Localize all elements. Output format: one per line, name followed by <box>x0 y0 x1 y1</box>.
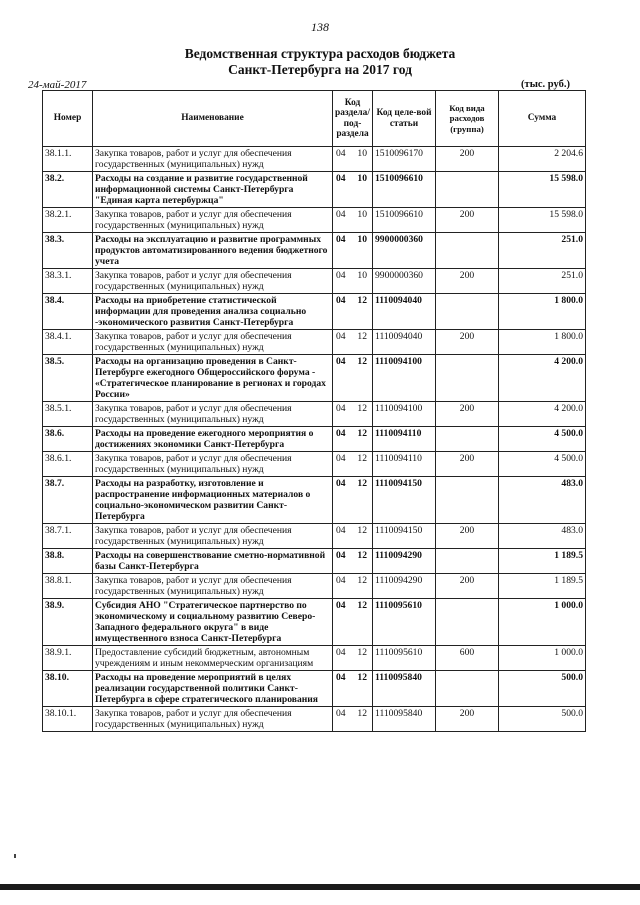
subsection-code: 12 <box>357 428 367 439</box>
header-target: Код целе-вой статьи <box>373 91 436 147</box>
row-number: 38.5. <box>43 355 93 402</box>
row-sum: 500.0 <box>499 707 586 732</box>
row-sum: 15 598.0 <box>499 208 586 233</box>
row-number: 38.10.1. <box>43 707 93 732</box>
row-name: Закупка товаров, работ и услуг для обеспечения государственных (муниципальных) нужд <box>93 269 333 294</box>
row-target-code: 1110095610 <box>373 599 436 646</box>
subsection-code: 10 <box>357 173 367 184</box>
table-row <box>43 574 586 599</box>
row-section-code <box>333 294 373 330</box>
row-section-code <box>333 330 373 355</box>
section-code: 04 <box>336 148 346 159</box>
budget-table <box>42 90 586 732</box>
subsection-code: 12 <box>357 295 367 306</box>
header-name: Наименование <box>93 91 333 147</box>
subsection-code: 12 <box>357 600 367 611</box>
row-group-code: 200 <box>436 208 499 233</box>
table-header-row <box>43 91 586 147</box>
row-name: Закупка товаров, работ и услуг для обеспечения государственных (муниципальных) нужд <box>93 707 333 732</box>
row-group-code <box>436 355 499 402</box>
row-target-code: 1110094040 <box>373 330 436 355</box>
table-row <box>43 172 586 208</box>
row-target-code: 1110095610 <box>373 646 436 671</box>
row-name: Субсидия АНО "Стратегическое партнерство по экономическому и социальному развитию Северо-Западного федерального округа" в виде имущественного взноса Санкт-Петербурга <box>93 599 333 646</box>
row-number: 38.6. <box>43 427 93 452</box>
row-target-code: 1110095840 <box>373 707 436 732</box>
row-number: 38.2. <box>43 172 93 208</box>
table-row <box>43 599 586 646</box>
row-target-code: 1110094110 <box>373 452 436 477</box>
subsection-code: 12 <box>357 453 367 464</box>
title-line-2: Санкт-Петербурга на 2017 год <box>228 62 412 77</box>
row-group-code <box>436 427 499 452</box>
row-section-code <box>333 671 373 707</box>
subsection-code: 10 <box>357 148 367 159</box>
row-number: 38.9. <box>43 599 93 646</box>
row-section-code <box>333 599 373 646</box>
table-row <box>43 524 586 549</box>
row-group-code <box>436 671 499 707</box>
table-row <box>43 452 586 477</box>
row-group-code <box>436 233 499 269</box>
table-row <box>43 477 586 524</box>
subsection-code: 12 <box>357 575 367 586</box>
table-row <box>43 671 586 707</box>
row-group-code: 200 <box>436 147 499 172</box>
row-number: 38.3. <box>43 233 93 269</box>
table-body <box>43 147 586 732</box>
document-date: 24-май-2017 <box>28 79 87 91</box>
row-group-code: 200 <box>436 574 499 599</box>
row-name: Закупка товаров, работ и услуг для обеспечения государственных (муниципальных) нужд <box>93 402 333 427</box>
row-section-code <box>333 172 373 208</box>
row-number: 38.6.1. <box>43 452 93 477</box>
subsection-code: 12 <box>357 403 367 414</box>
subsection-code: 12 <box>357 331 367 342</box>
page-title <box>0 46 640 78</box>
table-row <box>43 233 586 269</box>
row-sum: 500.0 <box>499 671 586 707</box>
row-name: Закупка товаров, работ и услуг для обеспечения государственных (муниципальных) нужд <box>93 208 333 233</box>
row-name: Закупка товаров, работ и услуг для обеспечения государственных (муниципальных) нужд <box>93 524 333 549</box>
row-sum: 1 000.0 <box>499 646 586 671</box>
section-code: 04 <box>336 209 346 220</box>
row-section-code <box>333 574 373 599</box>
section-code: 04 <box>336 234 346 245</box>
row-group-code: 200 <box>436 524 499 549</box>
row-name: Расходы на разработку, изготовление и распространение информационных материалов о социально-экономическом развитии Санкт-Петербурга <box>93 477 333 524</box>
row-name: Предоставление субсидий бюджетным, автономным учреждениям и иным некоммерческим организациям <box>93 646 333 671</box>
section-code: 04 <box>336 295 346 306</box>
row-name: Расходы на приобретение статистической информации для проведения анализа социально -экономического развития Санкт-Петербурга <box>93 294 333 330</box>
header-number: Номер <box>43 91 93 147</box>
row-sum: 483.0 <box>499 477 586 524</box>
section-code: 04 <box>336 403 346 414</box>
section-code: 04 <box>336 428 346 439</box>
subsection-code: 10 <box>357 209 367 220</box>
title-line-1: Ведомственная структура расходов бюджета <box>184 46 456 61</box>
row-number: 38.2.1. <box>43 208 93 233</box>
section-code: 04 <box>336 708 346 719</box>
row-number: 38.1.1. <box>43 147 93 172</box>
section-code: 04 <box>336 453 346 464</box>
row-section-code <box>333 208 373 233</box>
row-section-code <box>333 402 373 427</box>
page-number: 138 <box>311 20 329 34</box>
subsection-code: 10 <box>357 270 367 281</box>
section-code: 04 <box>336 575 346 586</box>
header-sum: Сумма <box>499 91 586 147</box>
section-code: 04 <box>336 173 346 184</box>
row-group-code: 200 <box>436 452 499 477</box>
row-section-code <box>333 427 373 452</box>
row-number: 38.8.1. <box>43 574 93 599</box>
row-name: Закупка товаров, работ и услуг для обеспечения государственных (муниципальных) нужд <box>93 330 333 355</box>
row-name: Закупка товаров, работ и услуг для обеспечения государственных (муниципальных) нужд <box>93 147 333 172</box>
row-sum: 1 800.0 <box>499 330 586 355</box>
row-group-code: 600 <box>436 646 499 671</box>
subsection-code: 12 <box>357 356 367 367</box>
section-code: 04 <box>336 270 346 281</box>
row-sum: 4 500.0 <box>499 427 586 452</box>
row-target-code: 9900000360 <box>373 233 436 269</box>
row-section-code <box>333 233 373 269</box>
row-sum: 4 500.0 <box>499 452 586 477</box>
row-number: 38.5.1. <box>43 402 93 427</box>
table-row <box>43 402 586 427</box>
page-bottom-edge <box>0 884 640 890</box>
row-target-code: 1110094290 <box>373 574 436 599</box>
row-group-code: 200 <box>436 269 499 294</box>
row-name: Расходы на проведение ежегодного мероприятия о достижениях экономики Санкт-Петербурга <box>93 427 333 452</box>
row-sum: 1 189.5 <box>499 574 586 599</box>
row-section-code <box>333 524 373 549</box>
row-target-code: 1510096610 <box>373 208 436 233</box>
row-number: 38.7.1. <box>43 524 93 549</box>
table-row <box>43 646 586 671</box>
table-row <box>43 549 586 574</box>
row-target-code: 1510096610 <box>373 172 436 208</box>
table-row <box>43 355 586 402</box>
row-target-code: 1110094040 <box>373 294 436 330</box>
row-group-code <box>436 477 499 524</box>
row-sum: 251.0 <box>499 233 586 269</box>
section-code: 04 <box>336 600 346 611</box>
table-row <box>43 269 586 294</box>
row-number: 38.10. <box>43 671 93 707</box>
row-sum: 1 189.5 <box>499 549 586 574</box>
row-group-code: 200 <box>436 402 499 427</box>
section-code: 04 <box>336 672 346 683</box>
table-row <box>43 707 586 732</box>
row-sum: 4 200.0 <box>499 402 586 427</box>
row-section-code <box>333 477 373 524</box>
section-code: 04 <box>336 525 346 536</box>
table-row <box>43 330 586 355</box>
row-section-code <box>333 269 373 294</box>
row-sum: 15 598.0 <box>499 172 586 208</box>
table-row <box>43 147 586 172</box>
section-code: 04 <box>336 478 346 489</box>
row-sum: 2 204.6 <box>499 147 586 172</box>
row-target-code: 9900000360 <box>373 269 436 294</box>
row-name: Расходы на эксплуатацию и развитие программных продуктов автоматизированного ведения бюджетного учета <box>93 233 333 269</box>
row-target-code: 1110094150 <box>373 477 436 524</box>
row-section-code <box>333 147 373 172</box>
subsection-code: 12 <box>357 647 367 658</box>
row-target-code: 1110095840 <box>373 671 436 707</box>
row-target-code: 1110094100 <box>373 402 436 427</box>
row-target-code: 1110094100 <box>373 355 436 402</box>
row-number: 38.4.1. <box>43 330 93 355</box>
subsection-code: 12 <box>357 672 367 683</box>
row-sum: 483.0 <box>499 524 586 549</box>
table-row <box>43 208 586 233</box>
row-number: 38.8. <box>43 549 93 574</box>
row-section-code <box>333 452 373 477</box>
header-group: Код вида расходов (группа) <box>436 91 499 147</box>
row-number: 38.7. <box>43 477 93 524</box>
section-code: 04 <box>336 647 346 658</box>
row-group-code <box>436 172 499 208</box>
subsection-code: 12 <box>357 708 367 719</box>
subsection-code: 12 <box>357 525 367 536</box>
row-group-code <box>436 599 499 646</box>
units-label: (тыс. руб.) <box>521 79 570 90</box>
row-target-code: 1110094290 <box>373 549 436 574</box>
row-section-code <box>333 549 373 574</box>
row-section-code <box>333 707 373 732</box>
row-number: 38.4. <box>43 294 93 330</box>
row-name: Расходы на организацию проведения в Санкт-Петербурге ежегодного Общероссийского форума - «Стратегическое планирование в регионах и городах России» <box>93 355 333 402</box>
subsection-code: 12 <box>357 478 367 489</box>
row-name: Расходы на создание и развитие государственной информационной системы Санкт-Петербурга "Единая карта петербуржца" <box>93 172 333 208</box>
subsection-code: 12 <box>357 550 367 561</box>
row-section-code <box>333 646 373 671</box>
row-name: Закупка товаров, работ и услуг для обеспечения государственных (муниципальных) нужд <box>93 574 333 599</box>
header-section: Код раздела/ под-раздела <box>333 91 373 147</box>
row-group-code: 200 <box>436 707 499 732</box>
table-row <box>43 427 586 452</box>
row-section-code <box>333 355 373 402</box>
row-sum: 251.0 <box>499 269 586 294</box>
row-sum: 1 800.0 <box>499 294 586 330</box>
section-code: 04 <box>336 356 346 367</box>
row-target-code: 1110094110 <box>373 427 436 452</box>
row-sum: 1 000.0 <box>499 599 586 646</box>
section-code: 04 <box>336 550 346 561</box>
row-target-code: 1510096170 <box>373 147 436 172</box>
row-group-code <box>436 294 499 330</box>
subsection-code: 10 <box>357 234 367 245</box>
row-number: 38.3.1. <box>43 269 93 294</box>
row-number: 38.9.1. <box>43 646 93 671</box>
row-name: Расходы на совершенствование сметно-нормативной базы Санкт-Петербурга <box>93 549 333 574</box>
row-group-code <box>436 549 499 574</box>
row-sum: 4 200.0 <box>499 355 586 402</box>
row-target-code: 1110094150 <box>373 524 436 549</box>
section-code: 04 <box>336 331 346 342</box>
row-group-code: 200 <box>436 330 499 355</box>
row-name: Расходы на проведение мероприятий в целях реализации государственной политики Санкт-Петербурга в сфере стратегического планирования <box>93 671 333 707</box>
table-row <box>43 294 586 330</box>
scan-mark <box>14 854 16 858</box>
row-name: Закупка товаров, работ и услуг для обеспечения государственных (муниципальных) нужд <box>93 452 333 477</box>
